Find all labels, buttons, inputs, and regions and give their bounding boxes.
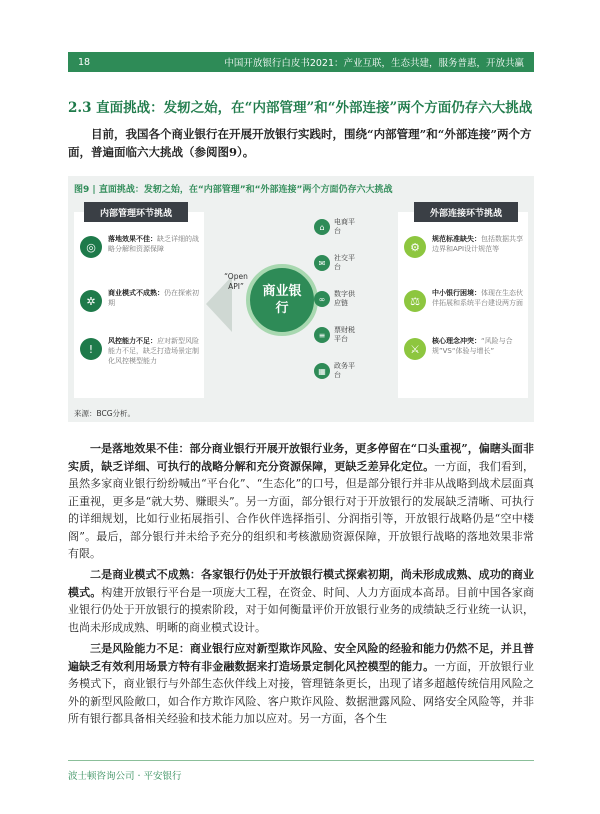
internal-panel-title: 内部管理环节挑战: [84, 202, 188, 222]
challenge-desc: 应对新型风险能力不足，缺乏打造场景定制化风控模型能力: [108, 337, 199, 365]
challenge-item: [404, 288, 526, 338]
challenge-item: [80, 288, 202, 338]
body-paragraph-3: [68, 640, 534, 728]
target-icon: ◎: [80, 236, 102, 258]
platform-node: [314, 326, 358, 344]
platform-node: [314, 362, 358, 380]
challenge-item: [404, 336, 526, 386]
challenge-desc: 缺乏详细的战略分解和资源保障: [108, 235, 199, 253]
challenge-title: 风控能力不足：: [108, 337, 157, 345]
running-header: [68, 52, 534, 72]
figure-caption: 图9 | 直面挑战：发轫之始，在“内部管理”和“外部连接”两个方面仍存六大挑战: [74, 185, 393, 195]
challenge-desc: 仍在探索初期: [108, 289, 199, 307]
paragraph-body: 一方面，我们看到，虽然多家商业银行纷纷喊出“平台化”、“生态化”的口号，但是部分银行并非从战略到战术层面真正重视，更多是“就大势、赚眼头”。另一方面，部分银行对于开放银行的发展缺乏清晰、可执行的详细规划，比如行业拓展指引、合作伙伴选择指引、分润指引等，开放银行战略仍是“空中楼阁”。最后，部分银行并未给予充分的组织和考核激励资源保障，开放银行战略的落地效果非常有限。: [68, 459, 534, 560]
platform-label: 数字供应链: [334, 290, 355, 307]
challenge-desc: 包括数据共享边界和API设计规范等: [432, 235, 523, 253]
body-paragraph-1: [68, 440, 534, 563]
figure-9: [68, 176, 534, 422]
network-icon: ✲: [80, 290, 102, 312]
paragraph-body: 一方面，开放银行业务模式下，商业银行与外部生态伙伴线上对接，管理链条更长，出现了诸多超越传统信用风险之外的新型风险敞口，如合作方欺诈风险、客户欺诈风险、数据泄露风险、网络安全风险等，并非所有银行都具备相关经验和技术能力加以应对。另一方面，各个生: [68, 659, 534, 725]
gear-icon: ⚙: [404, 236, 426, 258]
external-panel: [398, 208, 528, 398]
scale-icon: ⚖: [404, 290, 426, 312]
challenge-title: 落地效果不佳：: [108, 235, 157, 243]
page-number: 18: [78, 56, 91, 68]
intro-paragraph: 目前，我国各个商业银行在开展开放银行实践时，围绕“内部管理”和“外部连接”两个方面，普遍面临六大挑战（参阅图9）。: [68, 127, 532, 159]
challenge-title: 核心理念冲突：: [432, 337, 481, 345]
challenge-title: 中小银行困境：: [432, 289, 481, 297]
platform-label: 票财税平台: [334, 326, 355, 343]
challenge-item: [404, 234, 526, 284]
challenge-desc: 体现在生态伙伴拓展和系统平台建设两方面: [432, 289, 523, 307]
internal-panel: [74, 208, 204, 398]
footer-publisher: 波士顿咨询公司 · 平安银行: [68, 771, 182, 782]
hub-label: 商业银行: [262, 284, 302, 316]
footer-divider: [68, 760, 534, 761]
body-paragraph-2: [68, 566, 534, 636]
platform-node: [314, 254, 358, 272]
platform-node: [314, 290, 358, 308]
open-api-label: “Open API”: [224, 272, 248, 291]
paragraph-lead: 三是风险能力不足：商业银行应对新型欺诈风险、安全风险的经验和能力仍然不足，并且普遍缺乏有效利用场景方特有非金融数据来打造场景定制化风控模型的能力。: [68, 642, 534, 673]
hub-circle: [246, 264, 318, 336]
challenge-item: [80, 234, 202, 284]
building-icon: ▦: [314, 363, 330, 379]
platform-node: [314, 218, 358, 236]
warning-icon: !: [80, 338, 102, 360]
chain-icon: ∞: [314, 291, 330, 307]
platform-label: 社交平台: [334, 254, 355, 271]
paragraph-lead: 二是商业模式不成熟：各家银行仍处于开放银行模式探索初期，尚未形成成熟、成功的商业模式。: [68, 568, 534, 599]
platform-label: 政务平台: [334, 362, 355, 379]
section-title: 2.3 直面挑战：发轫之始，在“内部管理”和“外部连接”两个方面仍存六大挑战: [68, 100, 533, 116]
paragraph-lead: 一是落地效果不佳：部分商业银行开展开放银行业务，更多停留在“口头重视”，偏瞎头面非实质，缺乏详细、可执行的战略分解和充分资源保障，更缺乏差异化定位。: [68, 442, 534, 473]
cart-icon: ⌂: [314, 219, 330, 235]
figure-source: 来源：BCG分析。: [74, 409, 136, 418]
challenge-item: [80, 336, 202, 386]
hub-diagram: [206, 216, 396, 396]
chat-icon: ✉: [314, 255, 330, 271]
platform-label: 电商平台: [334, 218, 355, 235]
paragraph-body: 构建开放银行平台是一项庞大工程，在资金、时间、人力方面成本高昂。目前中国各家商业银行仍处于开放银行的摸索阶段，对于如何衡量评价开放银行业务的成绩缺乏行业统一认识，也尚未形成成熟、明晰的商业模式设计。: [68, 585, 535, 634]
running-title: 中国开放银行白皮书2021：产业互联，生态共建，服务普惠，开放共赢: [224, 58, 524, 69]
external-panel-title: 外部连接环节挑战: [414, 202, 518, 222]
challenge-title: 规范标准缺失：: [432, 235, 481, 243]
challenge-title: 商业模式不成熟：: [108, 289, 164, 297]
receipt-icon: ≡: [314, 327, 330, 343]
conflict-icon: ⚔: [404, 338, 426, 360]
challenge-desc: “风险与合规”VS“体验与增长”: [432, 337, 513, 355]
